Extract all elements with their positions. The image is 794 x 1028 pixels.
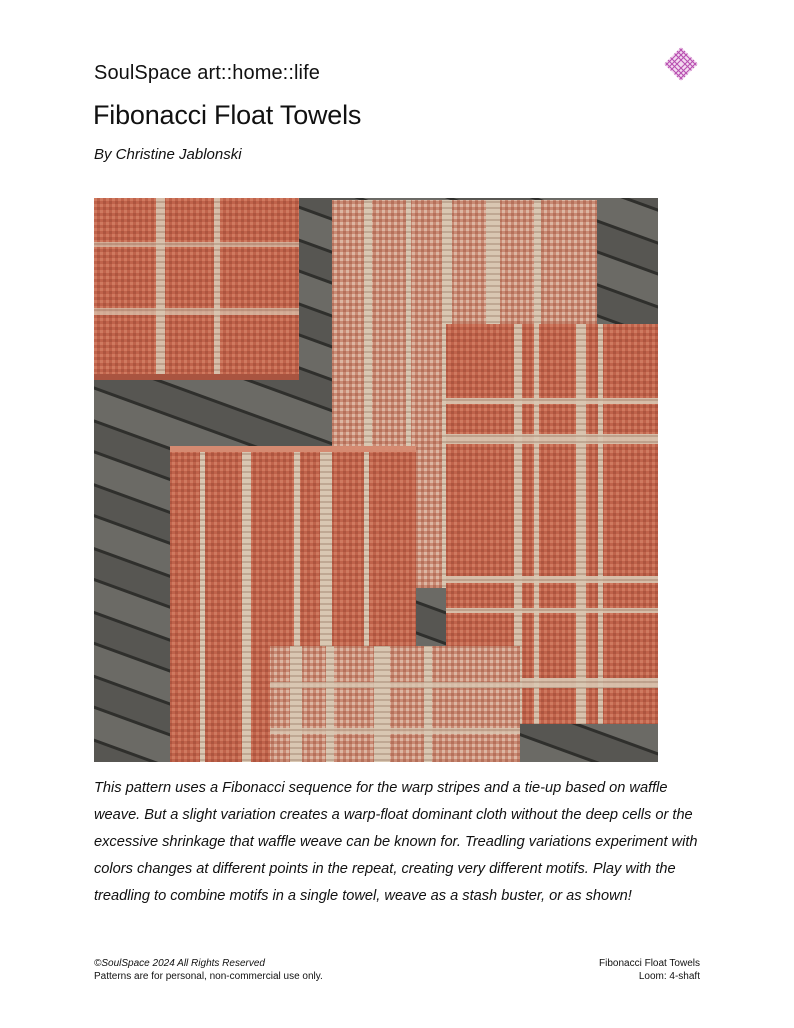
pattern-description: This pattern uses a Fibonacci sequence for the warp stripes and a tie-up based on waffle weave. But a slight variation creates a warp-float dominant cloth without the deep cells or the excessive shrinkage that waffle weave can be known for. Treadling variations experiment with colors changes at different points in the repeat, creating very different motifs. Play with the treadling to combine motifs in a single towel, weave as a stash buster, or as shown! <box>94 780 698 904</box>
usage-note: Patterns are for personal, non-commercial use only. <box>94 971 323 982</box>
loom-info: Loom: 4-shaft <box>638 971 700 982</box>
author-byline: By Christine Jablonski <box>94 146 242 163</box>
footer-left <box>94 957 323 983</box>
brand-name: SoulSpace art::home::life <box>94 62 320 84</box>
page-title: Fibonacci Float Towels <box>93 100 362 130</box>
copyright-text: ©SoulSpace 2024 All Rights Reserved <box>94 958 265 969</box>
woven-diamond-logo-icon <box>662 45 700 83</box>
footer-pattern-name: Fibonacci Float Towels <box>599 958 700 969</box>
footer-right <box>599 957 700 983</box>
woven-towels-photo <box>94 198 658 762</box>
